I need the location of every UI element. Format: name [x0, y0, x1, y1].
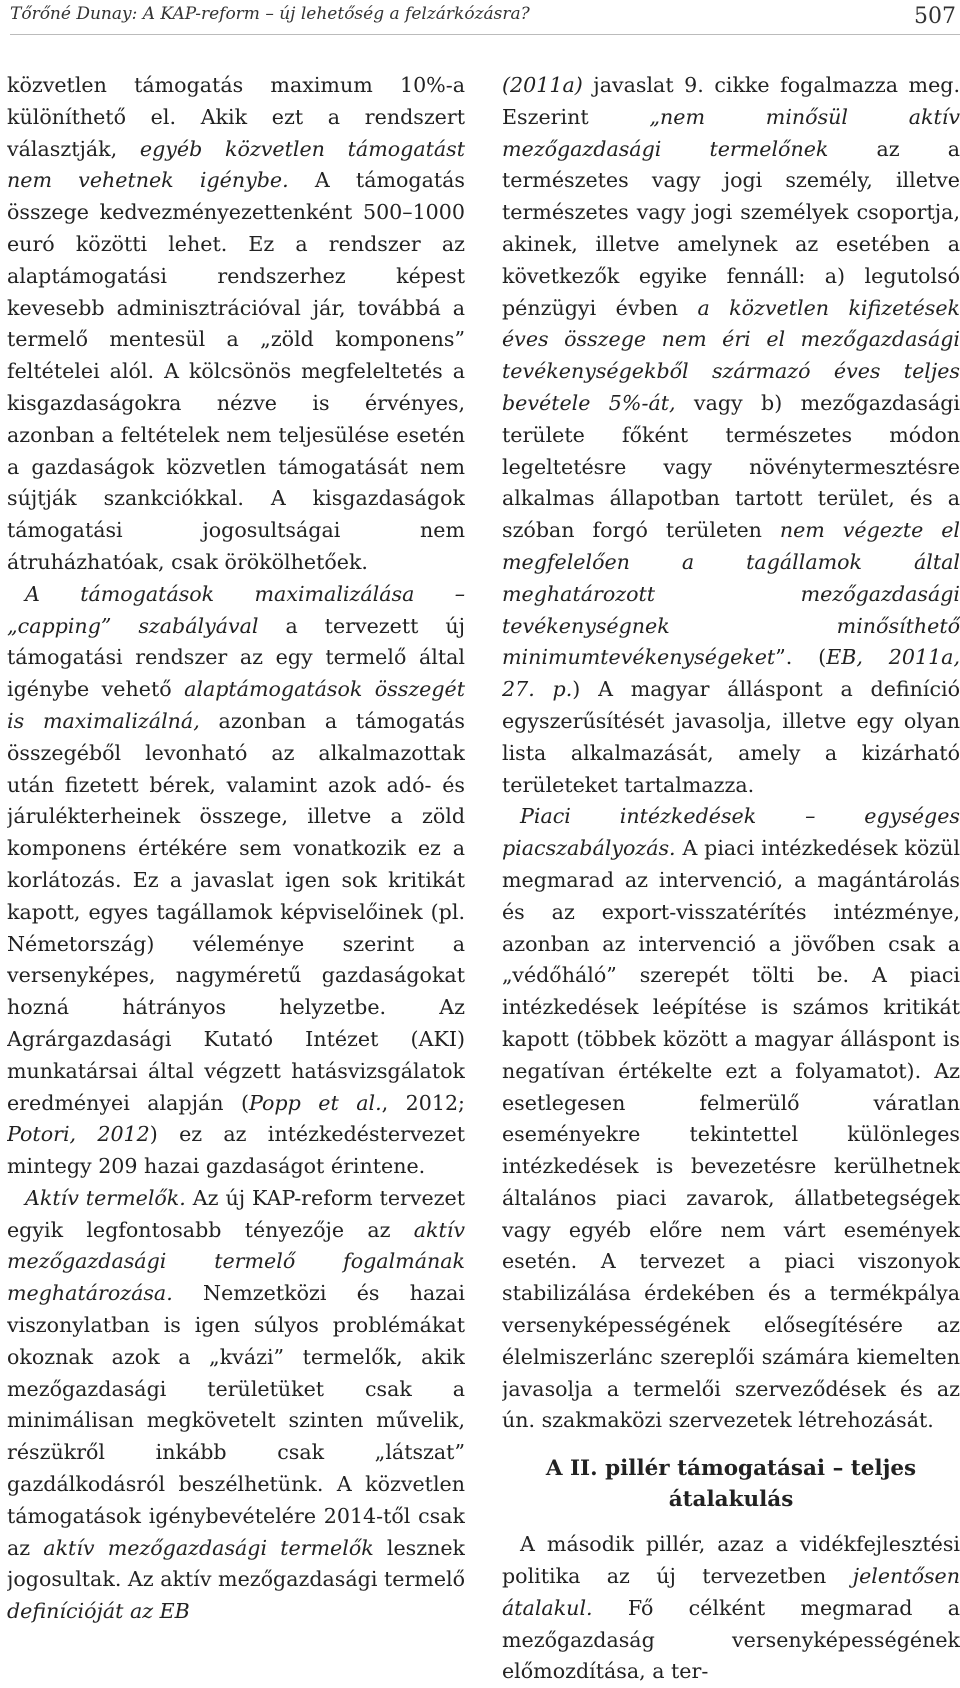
text-run: közvetlen támogatás maximum 10%-a különíthető el. Akik ezt a rendszert választják,	[7, 73, 465, 161]
italic-text: aktív mezőgazdasági termelők	[43, 1535, 374, 1560]
page-number: 507	[914, 4, 956, 29]
text-run: ”. (	[775, 645, 827, 670]
paragraph	[502, 70, 960, 801]
italic-text: nem végezte el megfelelően a tagállamok által meghatározott mezőgazdasági tevékenységnek minősíthető minimumtevékenységeket	[502, 518, 960, 670]
text-run: Az új KAP-reform tervezet egyik legfontosabb tényezője az	[7, 1185, 465, 1242]
italic-text: Popp et al.	[249, 1090, 382, 1115]
text-run: A piaci intézkedések közül megmarad az intervenció, a magántárolás és az export-visszatérítés intézménye, azonban az intervenció a jövőben csak a „védőháló” szerepét tölti be. A piaci intézkedések leépítése is számos kritikát kapott (többek között a magyar álláspont is negatívan értékelte ezt a folyamatot). Az esetlegesen felmerülő váratlan eseményekre tekintettel különleges intézkedések is bevezetésre kerülhetnek általános piaci zavarok, állatbetegségek vagy egyéb előre nem várt események esetén. A tervezet a piaci viszonyok stabilizálása érdekében és a termékpálya versenyképességének elősegítésére az élelmiszerlánc szereplői számára kiemelten javasolja a termelői szerveződések és az ún. szakmaközi szervezetek létrehozását.	[502, 836, 960, 1433]
text-run: javaslat 9. cikke fogalmazza meg. Eszerint	[502, 73, 960, 129]
text-run: Nemzetközi és hazai viszonylatban is igen súlyos problémákat okoznak azok a „kvázi” termelők, akik mezőgazdasági területüket csak a minimálisan megkövetelt szinten művelik, részükről inkább csak „látszat” gazdálkodásról beszélhetünk. A közvetlen támogatások igénybevételére 2014-től csak az	[7, 1281, 465, 1560]
italic-text: definícióját az EB	[7, 1599, 190, 1624]
text-run: , 2012;	[381, 1090, 465, 1115]
italic-text: jelentősen átalakul.	[502, 1564, 960, 1620]
section-heading	[512, 1453, 950, 1515]
running-header	[10, 4, 960, 32]
italic-text: alaptámogatások összegét is maximalizálná,	[7, 677, 465, 733]
italic-text: EB, 2011a, 27. p.	[502, 645, 960, 702]
text-run: ) ez az intézkedéstervezet mintegy 209 hazai gazdaságot érintene.	[7, 1122, 465, 1179]
text-run: A támogatás összege kedvezményezettenként 500–1000 euró közötti lehet. Ez a rendszer az alaptámogatási rendszerhez képest kevesebb adminisztrációval jár, továbbá a termelő mentesül a „zöld komponens” feltételei alól. A kölcsönös megfeleltetés a kisgazdaságokra nézve is érvényes, azonban a feltételek nem teljesülése esetén a gazdaságok közvetlen támogatását nem sújtják szankciókkal. A kisgazdaságok támogatási jogosultságai nem átruházhatóak, csak örökölhetőek.	[7, 168, 465, 574]
text-run: azonban a támogatás összegéből levonható az alkalmazottak után fizetett bérek, valamint azok adó- és járulékterheinek összege, illetve a zöld komponens értékére sem vonatkozik ez a korlátozás. Ez a javaslat igen sok kritikát kapott, egyes tagállamok képviselőinek (pl. Németország) véleménye szerint a versenyképes, nagyméretű gazdaságokat hozná hátrányos helyzetbe. Az Agrárgazdasági Kutató Intézet (AKI) munkatársai által végzett hatásvizsgálatok eredményei alapján (	[7, 708, 465, 1115]
text-run: ) A magyar álláspont a definíció egyszerűsítését javasolja, illetve egy olyan lista alkalmazását, amely a kizárható területeket tartalmazza.	[502, 677, 960, 797]
text-run: Fő célként megmarad a mezőgazdaság versenyképességének előmozdítása, a ter-	[502, 1595, 960, 1684]
text-run: a tervezett új támogatási rendszer az egy termelő által igénybe vehető	[7, 613, 465, 702]
text-run: vagy b) mezőgazdasági területe főként természetes módon legeltetésre vagy növénytermesztésre alkalmas állapotban tartott terület, és a szóban forgó területen	[502, 390, 960, 543]
italic-text: A támogatások maximalizálása – „capping” szabályával	[7, 581, 465, 638]
paragraph	[7, 579, 465, 1183]
paragraph	[7, 1183, 465, 1628]
text-run: A II. pillér támogatásai – teljes átalakulás	[545, 1456, 917, 1513]
left-column	[7, 70, 465, 1628]
italic-text: (2011a)	[502, 73, 583, 97]
text-run: az a természetes vagy jogi személy, illetve természetes vagy jogi személyek csoportja, akinek, illetve amelynek az esetében a következők egyike fennáll: a) legutolsó pénzügyi évben	[502, 136, 960, 320]
paragraph	[502, 801, 960, 1437]
italic-text: egyéb közvetlen támogatást nem vehetnek igénybe.	[7, 136, 465, 193]
italic-text: a közvetlen kifizetések éves összege nem éri el mezőgazdasági tevékenységekből származó éves teljes bevétele 5%-át,	[502, 295, 960, 415]
running-title: Tőrőné Dunay: A KAP-reform – új lehetőség a felzárkózásra?	[10, 4, 530, 24]
text-run: lesznek jogosultak. Az aktív mezőgazdasági termelő	[7, 1535, 465, 1592]
italic-text: Potori, 2012	[7, 1122, 150, 1147]
text-run: A második pillér, azaz a vidékfejlesztési politika az új tervezetben	[502, 1532, 960, 1589]
paragraph	[502, 1529, 960, 1688]
italic-text: Piaci intézkedések – egységes piacszabályozás.	[502, 804, 960, 861]
italic-text: aktív mezőgazdasági termelő fogalmának meghatározása.	[7, 1217, 465, 1306]
italic-text: „nem minősül aktív mezőgazdasági termelőnek	[502, 104, 960, 161]
paragraph	[7, 70, 465, 579]
italic-text: Aktív termelők.	[25, 1185, 186, 1210]
header-rule	[10, 34, 960, 35]
right-column	[502, 70, 960, 1688]
